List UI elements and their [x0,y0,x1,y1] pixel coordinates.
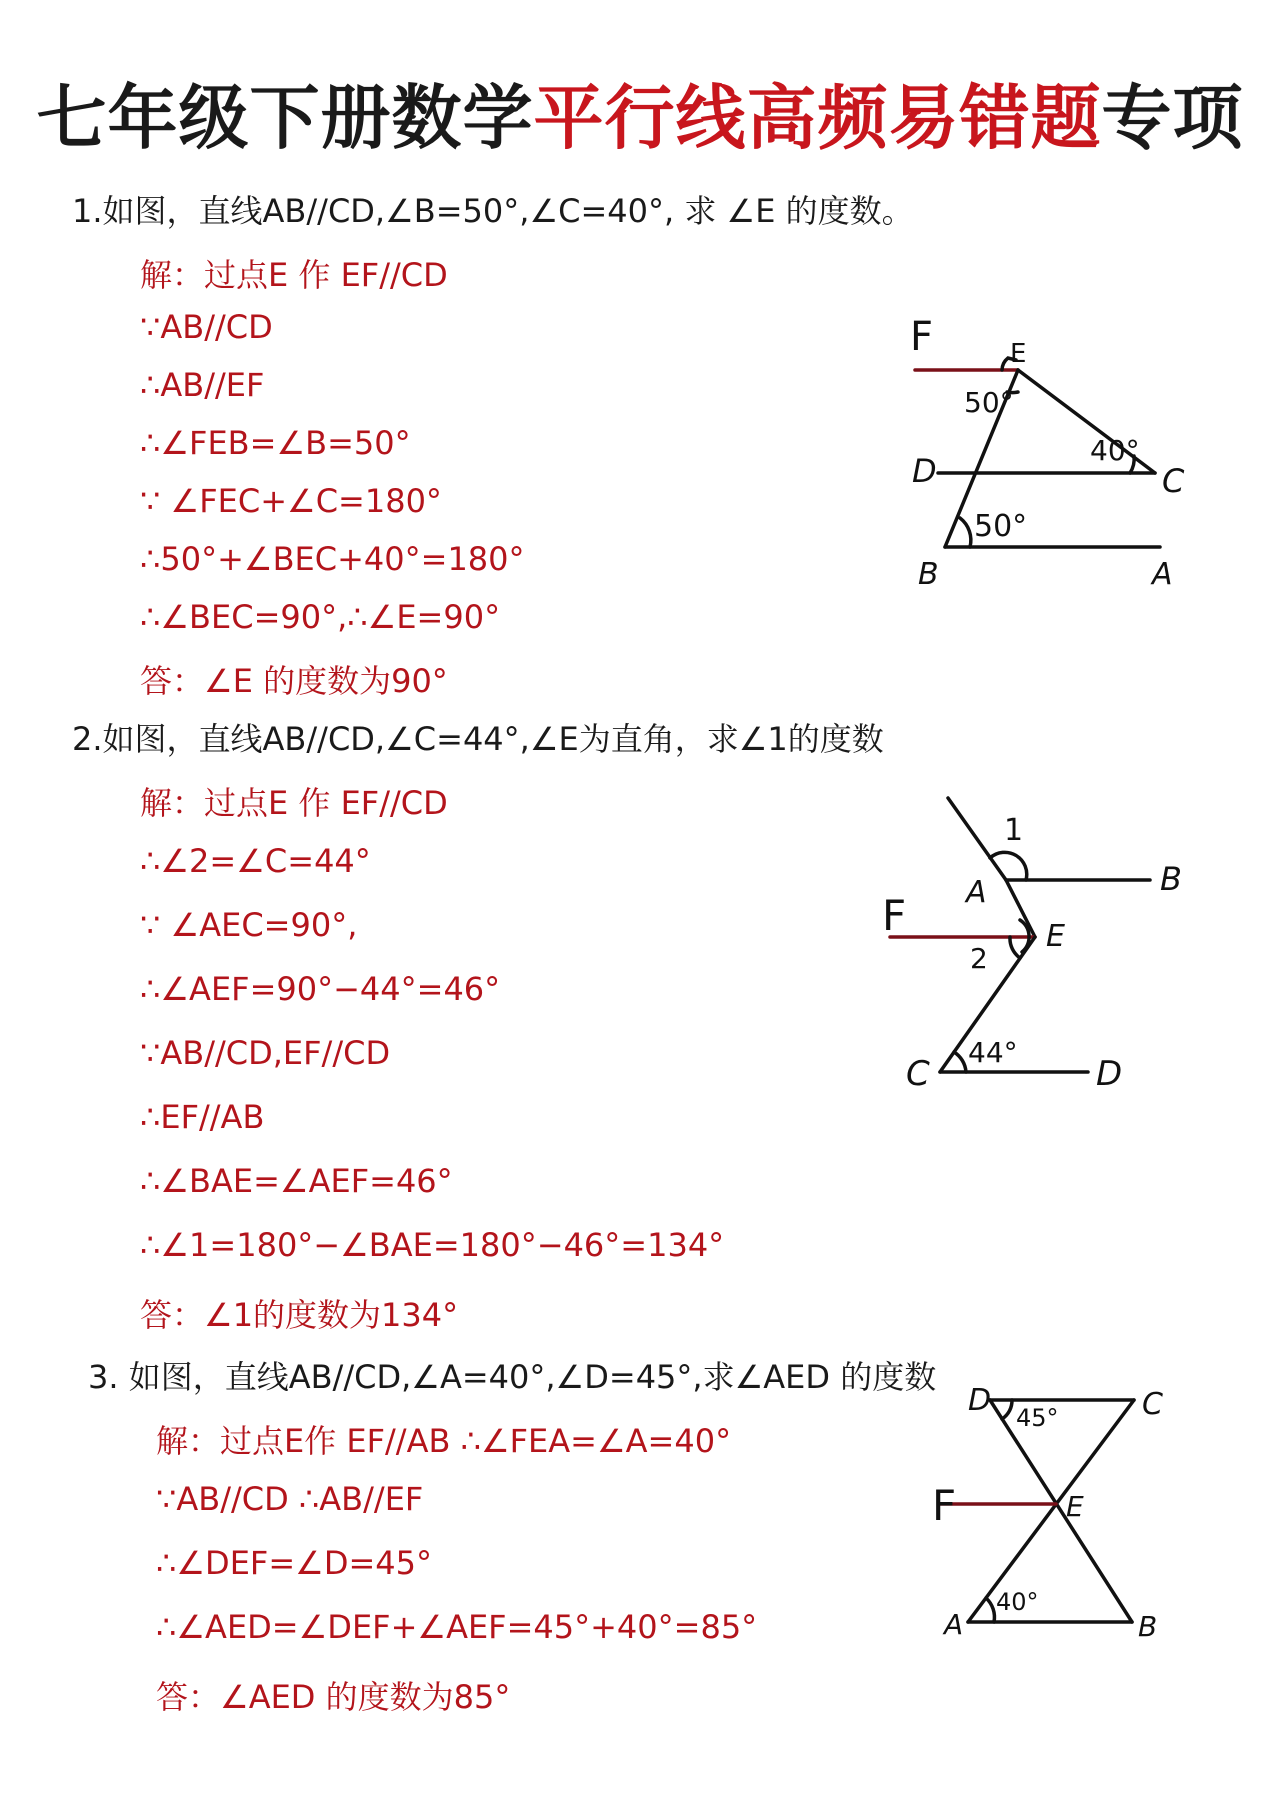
fig1-label-A: A [1152,557,1173,592]
figure-3 [920,1370,1200,1674]
problem-2-step: ∴∠BAE=∠AEF=46° [140,1162,453,1200]
problem-2-step: ∴EF//AB [140,1098,265,1136]
problem-3-question: 3. 如图，直线AB//CD,∠A=40°,∠D=45°,求∠AED 的度数 [88,1358,937,1396]
problem-2-step: ∴∠AEF=90°−44°=46° [140,970,501,1008]
problem-3-step: ∴∠AED=∠DEF+∠AEF=45°+40°=85° [156,1608,758,1646]
problem-2-answer: 答：∠1的度数为134° [140,1296,459,1334]
fig3-label-F: F [932,1481,957,1530]
problem-2-question: 2.如图，直线AB//CD,∠C=44°,∠E为直角，求∠1的度数 [72,720,884,758]
fig2-label-F: F [882,891,907,940]
figure-2-diagram [870,780,1210,1100]
fig1-angle-bottom: 50° [974,509,1028,544]
fig2-label-1: 1 [1004,813,1024,848]
problem-1-step: ∴AB//EF [140,366,265,404]
figure-1-diagram [890,300,1220,600]
fig3-label-D: D [968,1383,992,1418]
fig1-label-D: D [912,452,937,490]
fig3-label-A: A [944,1608,964,1641]
fig3-angle-D: 45° [1016,1404,1059,1432]
fig3-label-B: B [1138,1610,1158,1643]
problem-1-step: ∴50°+∠BEC+40°=180° [140,540,525,578]
figure-3-diagram [920,1370,1200,1670]
fig2-label-A: A [966,875,987,910]
fig3-label-E: E [1066,1490,1084,1523]
problem-3-step: 解：过点E作 EF//AB ∴∠FEA=∠A=40° [156,1422,732,1460]
figure-2 [870,780,1210,1104]
problem-2-step: ∵AB//CD,EF//CD [140,1034,391,1072]
problem-3-step: ∵AB//CD ∴AB//EF [156,1480,424,1518]
problem-3-answer: 答：∠AED 的度数为85° [156,1678,511,1716]
fig1-angle-top: 50° [964,386,1014,419]
problem-2-step: ∵ ∠AEC=90°, [140,906,358,944]
fig2-label-C: C [906,1054,930,1094]
fig2-label-B: B [1160,860,1182,898]
problem-1-question: 1.如图，直线AB//CD,∠B=50°,∠C=40°, 求 ∠E 的度数。 [72,192,914,230]
title-highlight: 平行线高频易错题 [533,77,1102,159]
fig2-angle-C: 44° [968,1036,1018,1069]
fig2-label-E: E [1046,919,1065,954]
fig3-angle-A: 40° [996,1588,1039,1616]
figure-1 [890,300,1220,604]
fig2-label-D: D [1096,1054,1123,1094]
fig1-angle-right: 40° [1090,434,1140,467]
problem-2-step: 解：过点E 作 EF//CD [140,784,448,822]
title-part-1: 七年级下册数学 [36,77,534,159]
problem-1-step: ∴∠FEB=∠B=50° [140,424,411,462]
problem-1-step: ∴∠BEC=90°,∴∠E=90° [140,598,501,636]
problem-2-step: ∴∠2=∠C=44° [140,842,371,880]
fig1-label-F: F [910,314,934,360]
fig1-label-E: E [1010,339,1027,369]
problem-3-step: ∴∠DEF=∠D=45° [156,1544,432,1582]
title-part-3: 专项 [1101,77,1244,159]
fig3-label-C: C [1142,1387,1163,1422]
page-title [0,62,1280,163]
fig2-label-2: 2 [970,942,988,975]
problem-1-answer: 答：∠E 的度数为90° [140,662,448,700]
problem-2-step: ∴∠1=180°−∠BAE=180°−46°=134° [140,1226,725,1264]
problem-1-step: 解：过点E 作 EF//CD [140,256,448,294]
problem-1-step: ∵AB//CD [140,308,273,346]
fig1-label-B: B [918,557,939,592]
fig1-label-C: C [1162,462,1185,500]
problem-1-step: ∵ ∠FEC+∠C=180° [140,482,442,520]
